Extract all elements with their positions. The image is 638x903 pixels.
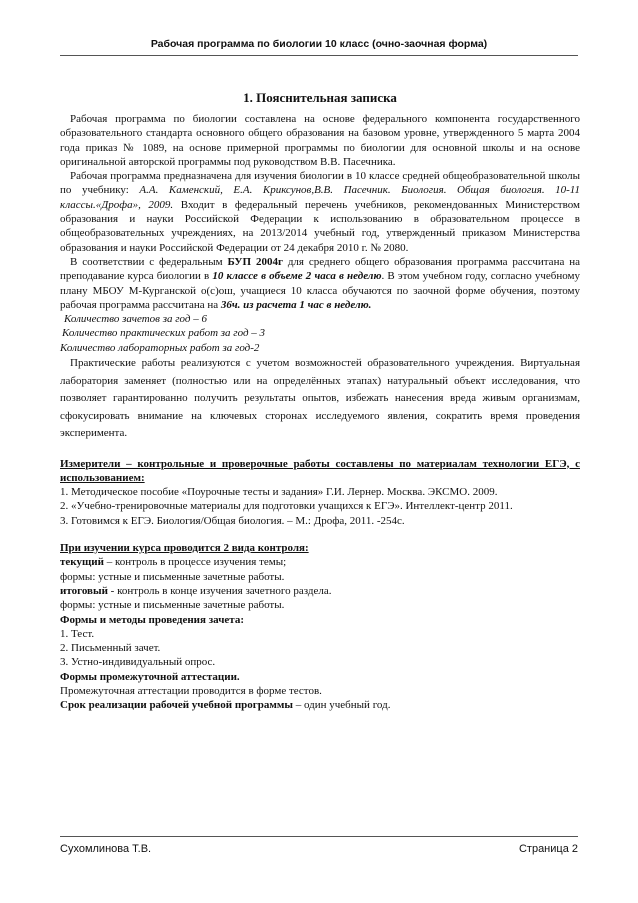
hours-weekly: 10 классе в объеме 2 часа в неделю bbox=[212, 270, 382, 283]
header-rule bbox=[60, 55, 578, 56]
term-text: – один учебный год. bbox=[292, 699, 391, 712]
textbook-federal-list: Входит в федеральный перечень учебников, рекомендованных Министерством образования и науки Российской Федерации к использованию в образовательном процессе в общеобразовательных учреждениях, на 2013/2014 учебный год, утвержденный приказом Министерства образования и науки Российской Федерации от 24 декабря 2010 г. № 2080. bbox=[60, 198, 580, 254]
paragraph-basis: Рабочая программа по биологии составлена на основе федерального компонента государственного образовательного стандарта основного общего образования на базовом уровне, утвержденного 5 марта 2004 года приказ № 1089, на основе примерной программы по биологии для основной школы и на основе оригинальной авторской программы под руководством В.В. Пасечника. bbox=[60, 113, 580, 168]
term-line bbox=[60, 698, 580, 712]
paragraph-virtual-lab: Практические работы реализуются с учетом возможностей образовательного учреждения. Виртуальная лаборатория заменяет (полностью или на определённых этапах) натуральный объект исследования, что позволяет гарантированно получить результаты опытов, избежать нанесения вреда живым организмам, сфокусировать внимание на ключевых сторонах исследуемого явления, сократить время проведения эксперимента. bbox=[60, 357, 580, 440]
count-lab: Количество лабораторных работ за год-2 bbox=[60, 341, 260, 354]
measures-heading: Измерители – контрольные и проверочные работы составлены по материалам технологии ЕГЭ, с использованием: bbox=[60, 457, 580, 484]
footer-page-number: Страница 2 bbox=[518, 843, 578, 855]
control-forms-1: формы: устные и письменные зачетные работы. bbox=[60, 570, 285, 583]
textbook-intro: Рабочая программа предназначена для изучения биологии в 10 классе средней общеобразовательной школы по учебнику: bbox=[60, 170, 580, 197]
paragraph-textbook bbox=[60, 169, 580, 255]
control-forms-2: формы: устные и письменные зачетные работы. bbox=[60, 599, 285, 612]
control-final-label: итоговый bbox=[60, 584, 108, 597]
footer-author: Сухомлинова Т.В. bbox=[60, 843, 152, 855]
term-label: Срок реализации рабочей учебной программы bbox=[60, 699, 293, 712]
interim-heading: Формы промежуточной аттестации. bbox=[60, 670, 240, 683]
measures-item-2: 2. «Учебно-тренировочные материалы для подготовки учащихся к ЕГЭ». Интеллект-центр 2011. bbox=[60, 500, 513, 513]
measures-item-1: 1. Методическое пособие «Поурочные тесты и задания» Г.И. Лернер. Москва. ЭКСМО. 2009. bbox=[60, 486, 498, 499]
footer-rule bbox=[60, 836, 578, 837]
count-tests: Количество зачетов за год – 6 bbox=[64, 313, 207, 326]
control-current bbox=[60, 555, 580, 569]
section-title: 1. Пояснительная записка bbox=[243, 90, 397, 105]
hours-text-1: В соответствии с федеральным bbox=[70, 255, 228, 268]
hours-total: 36ч. из расчета 1 час в неделю. bbox=[220, 298, 372, 311]
hours-text-2: для среднего общего образования программа рассчитана на преподавание курса биологии в bbox=[60, 255, 580, 283]
interim-text: Промежуточная аттестации проводится в форме тестов. bbox=[60, 685, 322, 697]
measures-item-3: 3. Готовимся к ЕГЭ. Биология/Общая биология. – М.: Дрофа, 2011. -254с. bbox=[60, 514, 405, 527]
hours-text-3: . В этом учебном году, согласно учебному плану МБОУ М-Курганской о(с)ош, учащиеся 10 класса обучаются по заочной форме обучения, поэтому рабочая программа рассчитана на bbox=[60, 270, 580, 311]
control-final bbox=[60, 584, 580, 598]
control-heading: При изучении курса проводится 2 вида контроля: bbox=[60, 542, 309, 555]
textbook-citation: А.А. Каменский, Е.А. Криксунов,В.В. Пасечник. Биология. Общая биология. 10-11 классы.«Дрофа», 2009. bbox=[60, 184, 580, 211]
control-current-label: текущий bbox=[60, 556, 104, 569]
methods-heading: Формы и методы проведения зачета: bbox=[60, 613, 244, 626]
methods-item-3: 3. Устно-индивидуальный опрос. bbox=[60, 656, 216, 669]
control-final-text: - контроль в конце изучения зачетного раздела. bbox=[107, 584, 332, 597]
methods-item-2: 2. Письменный зачет. bbox=[60, 642, 161, 655]
paragraph-hours bbox=[60, 255, 580, 312]
count-practical: Количество практических работ за год – 3 bbox=[62, 327, 266, 340]
hours-bup: БУП 2004г bbox=[227, 255, 283, 268]
control-current-text: – контроль в процессе изучения темы; bbox=[103, 556, 287, 569]
page-content bbox=[60, 90, 580, 713]
methods-item-1: 1. Тест. bbox=[60, 627, 95, 640]
page-header: Рабочая программа по биологии 10 класс (очно-заочная форма) bbox=[150, 38, 488, 50]
